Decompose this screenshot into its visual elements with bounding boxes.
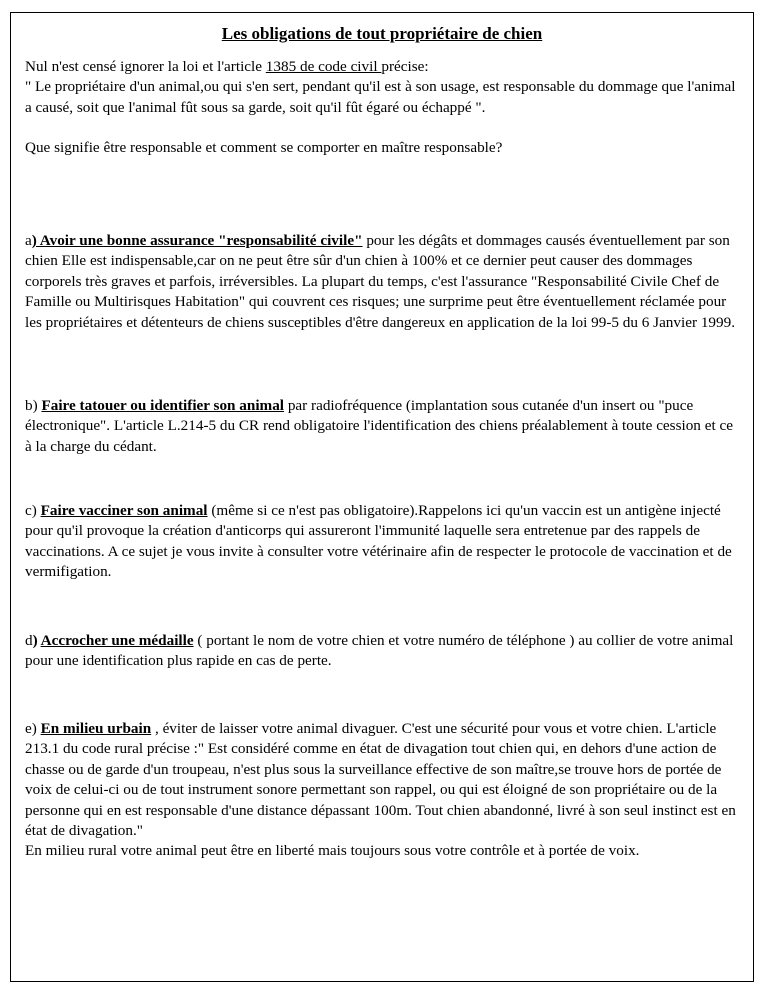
section-d-letter: d	[25, 632, 33, 649]
intro-sentence	[25, 57, 739, 77]
section-d	[25, 631, 739, 672]
section-c	[25, 501, 739, 583]
section-c-text: (même si ce n'est pas obligatoire).Rappelons ici qu'un vaccin est un antigène injecté pour qu'il provoque la création d'anticorps qui assureront l'immunité laquelle sera entretenue par des rappels de vaccinations. A ce sujet je vous invite à consulter votre vétérinaire afin de respecter le protocole de vaccination et de vermifigation.	[25, 502, 732, 581]
section-a	[25, 231, 739, 333]
section-b-paragraph	[25, 396, 739, 457]
code-civil-quote: " Le propriétaire d'un animal,ou qui s'en sert, pendant qu'il est à son usage, est responsable du dommage que l'animal a causé, soit que l'animal fût sous sa garde, soit qu'il fût égaré ou échappé ".	[25, 78, 736, 116]
section-a-paragraph	[25, 231, 739, 333]
article-reference: 1385 de code civil	[265, 58, 382, 75]
section-b-letter: b)	[25, 397, 42, 414]
section-c-heading: Faire vacciner son animal	[40, 502, 208, 519]
section-b-heading: Faire tatouer ou identifier son animal	[41, 397, 285, 414]
section-d-paren: )	[32, 632, 41, 649]
section-a-letter: a	[25, 232, 32, 249]
section-b	[25, 396, 739, 457]
section-c-paragraph	[25, 501, 739, 583]
section-a-heading: ) Avoir une bonne assurance "responsabilité civile"	[31, 232, 363, 249]
section-d-text: ( portant le nom de votre chien et votre numéro de téléphone ) au collier de votre animal pour une identification plus rapide en cas de perte.	[25, 632, 734, 670]
intro-post: précise:	[381, 58, 429, 75]
section-c-letter: c)	[25, 502, 41, 519]
section-e-heading: En milieu urbain	[40, 720, 152, 737]
intro-question: Que signifie être responsable et comment se comporter en maître responsable?	[25, 139, 503, 157]
section-e-letter: e)	[25, 720, 41, 737]
page-title: Les obligations de tout propriétaire de chien	[221, 24, 543, 43]
section-e-text: , éviter de laisser votre animal divaguer. C'est une sécurité pour vous et votre chien. L'article 213.1 du code rural précise :" Est considéré comme en état de divagation tout chien qui, en dehors d'une action de chasse ou de garde d'un troupeau, n'est plus sous la surveillance effective de son maître,se trouve hors de portée de voix de celui-ci ou de tout instrument sonore permettant son rappel, ou qui est éloigné de son propriétaire ou de la personne qui en est responsable d'une distance dépassant 100m. Tout chien abandonné, livré à son seul instinct est en état de divagation."	[25, 720, 736, 840]
section-a-text: pour les dégâts et dommages causés éventuellement par son chien Elle est indispensable,car on ne peut être sûr d'un chien à 100% et ce dernier peut causer des dommages corporels très graves et parfois, irréversibles. La plupart du temps, c'est l'assurance "Responsabilité Civile Chef de Famille ou Multirisques Habitation" qui couvrent ces risques; une surprime peut être éventuellement réclamée pour les propriétaires et détenteurs de chiens susceptibles d'être dangereux en application de la loi 99-5 du 6 Janvier 1999.	[25, 232, 735, 331]
document-page	[10, 12, 754, 982]
section-e-rural: En milieu rural votre animal peut être en liberté mais toujours sous votre contrôle et à portée de voix.	[25, 842, 640, 860]
intro-block	[25, 57, 739, 159]
section-d-heading: Accrocher une médaille	[40, 632, 194, 649]
section-e	[25, 719, 739, 862]
intro-pre: Nul n'est censé ignorer la loi et l'article	[25, 58, 266, 75]
section-d-paragraph	[25, 631, 739, 672]
section-b-text: par radiofréquence (implantation sous cutanée d'un insert ou "puce électronique". L'article L.214-5 du CR rend obligatoire l'identification des chiens préalablement à toute cession et ce à la charge du cédant.	[25, 397, 733, 455]
section-e-paragraph	[25, 719, 739, 841]
